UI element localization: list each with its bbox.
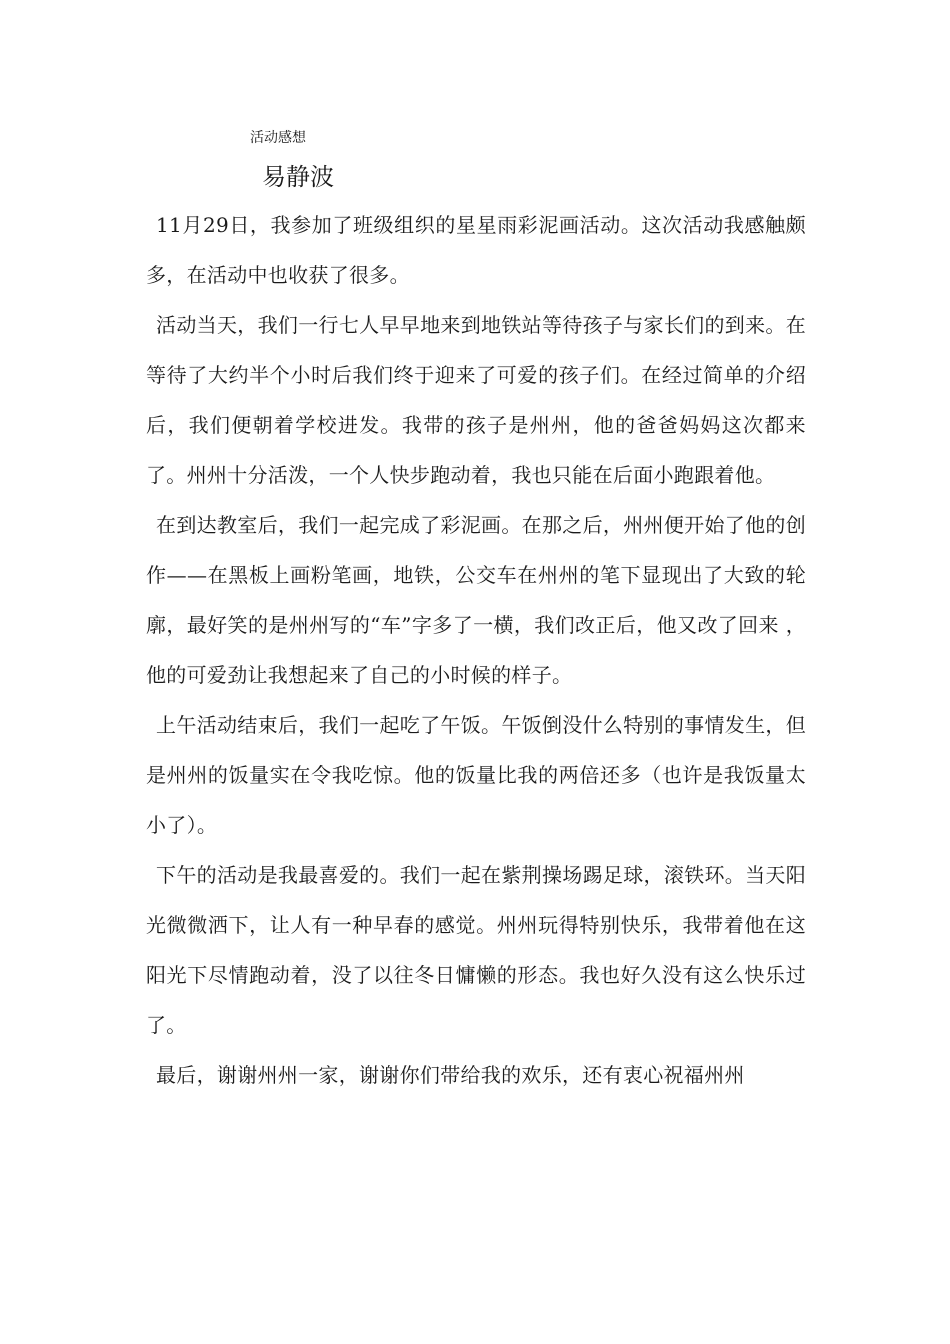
paragraph: 在到达教室后，我们一起完成了彩泥画。在那之后，州州便开始了他的创作——在黑板上画粉笔画，地铁，公交车在州州的笔下显现出了大致的轮廓，最好笑的是州州写的“车”字多了一横，我们改正后，他又改了回来 ，他的可爱劲让我想起来了自己的小时候的样子。 [146,513,806,687]
author-name: 易静波 [262,163,334,191]
paragraph: 活动当天，我们一行七人早早地来到地铁站等待孩子与家长们的到来。在等待了大约半个小时后我们终于迎来了可爱的孩子们。在经过简单的介绍后，我们便朝着学校进发。我带的孩子是州州，他的爸爸妈妈这次都来了。州州十分活泼，一个人快步跑动着，我也只能在后面小跑跟着他。 [146,313,806,487]
paragraph: 上午活动结束后，我们一起吃了午饭。午饭倒没什么特别的事情发生，但是州州的饭量实在令我吃惊。他的饭量比我的两倍还多（也许是我饭量太小了）。 [146,713,806,837]
paragraph: 最后，谢谢州州一家，谢谢你们带给我的欢乐，还有衷心祝福州州 [156,1063,745,1087]
document-heading: 活动感想 [250,130,306,146]
paragraph: 11月29日，我参加了班级组织的星星雨彩泥画活动。这次活动我感触颇多，在活动中也收获了很多。 [146,213,806,287]
document-body [146,200,806,1100]
paragraph: 下午的活动是我最喜爱的。我们一起在紫荆操场踢足球，滚铁环。当天阳光微微洒下，让人有一种早春的感觉。州州玩得特别快乐，我带着他在这阳光下尽情跑动着，没了以往冬日慵懒的形态。我也好久没有这么快乐过了。 [146,863,806,1037]
